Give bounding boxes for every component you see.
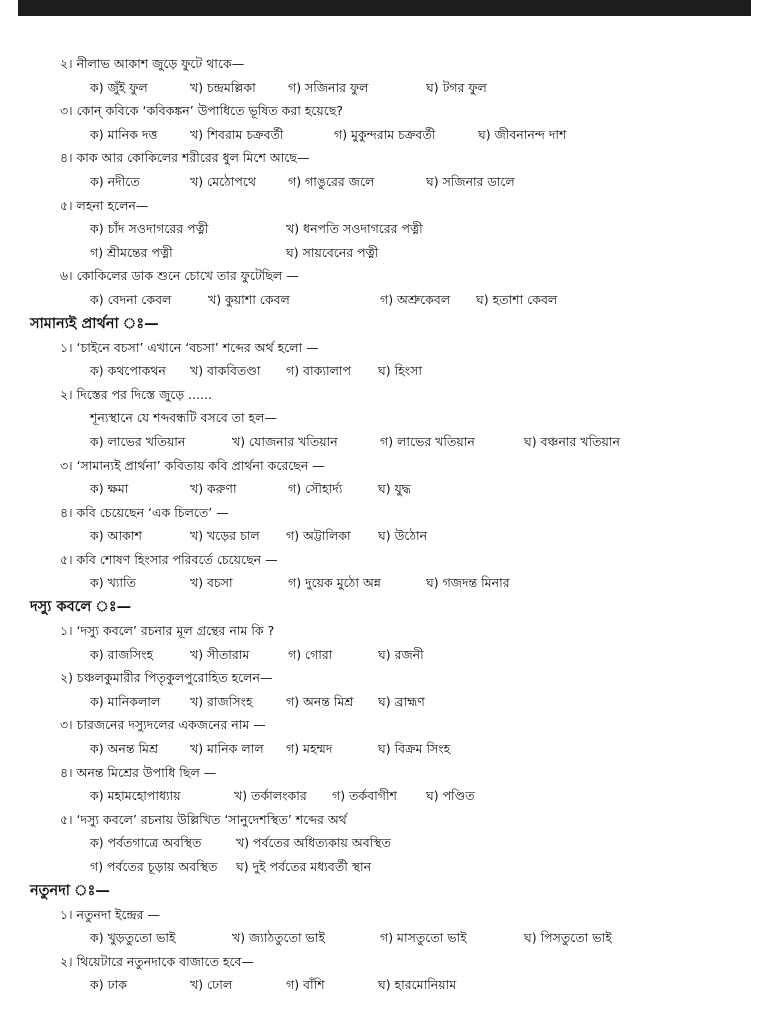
answer-option: ঘ) দুই পর্বতের মধ্যবর্তী স্থান — [236, 859, 372, 874]
answer-option: খ) খড়ের চাল — [190, 528, 260, 544]
section-heading: সামান্যই প্রার্থনা ঃ— — [30, 315, 159, 332]
section-heading: দস্যু কবলে ঃ— — [30, 599, 132, 616]
question-text: ১। ‘চাইনে বচসা’ এখানে ‘বচসা’ শব্দের অর্থ হলো — — [60, 339, 319, 355]
options-row — [0, 76, 768, 100]
answer-option: খ) সীতারাম — [190, 646, 250, 662]
answer-option: গ) শ্রীমন্তের পত্নী — [90, 244, 173, 260]
answer-option: ক) খুড়তুতো ভাই — [90, 930, 176, 946]
section-2 — [0, 595, 768, 879]
options-row — [0, 690, 768, 714]
question-item — [0, 383, 768, 454]
answer-option: গ) দুয়েক মুঠো অন্ন — [288, 575, 381, 591]
answer-option: ঘ) সায়বেনের পত্নী — [286, 244, 379, 260]
options-row — [0, 217, 768, 241]
answer-option: খ) শিবরাম চক্রবর্তী — [190, 126, 284, 142]
answer-option: ঘ) যুদ্ধ — [378, 481, 411, 497]
answer-option: ঘ) উঠোন — [378, 528, 428, 544]
options-row — [0, 571, 768, 595]
question-item — [0, 99, 768, 146]
answer-option: খ) ঢোল — [190, 977, 233, 993]
answer-option: গ) সজিনার ফুল — [288, 79, 369, 95]
options-row — [0, 288, 768, 312]
options-row — [0, 855, 768, 879]
answer-option: গ) মুকুন্দরাম চক্রবর্তী — [334, 126, 436, 142]
answer-option: খ) পর্বতের অধিত্যকায় অবস্থিত — [236, 835, 391, 851]
answer-option: ঘ) পিসতুতো ভাই — [524, 930, 612, 946]
options-row — [0, 784, 768, 808]
question-item — [0, 264, 768, 311]
answer-option: ঘ) হিংসা — [378, 363, 422, 379]
answer-option: খ) জ্যাঠতুতো ভাই — [232, 930, 325, 946]
question-item — [0, 548, 768, 595]
answer-option: গ) মহম্মদ — [286, 741, 333, 757]
question-text: ৩। ‘সামান্যই প্রার্থনা’ কবিতায় কবি প্রার্থনা করেছেন — — [60, 457, 325, 473]
question-sheet — [0, 52, 768, 997]
answer-option: ক) ক্ষমা — [90, 481, 129, 497]
question-text: ৫। কবি শোষণ হিংসার পরিবর্তে চেয়েছেন — — [60, 551, 278, 567]
answer-option: খ) বচসা — [190, 575, 233, 591]
answer-option: গ) বাঁশি — [286, 977, 325, 993]
section-3 — [0, 879, 768, 997]
question-text: ৫। লহনা হলেন— — [60, 197, 149, 213]
question-text: ৬। কোকিলের ডাক শুনে চোখে তার ফুটেছিল — — [60, 268, 299, 284]
question-text: ২। দিস্তের পর দিস্তে জুড়ে ...... — [60, 386, 212, 402]
answer-option: ঘ) সজিনার ডালে — [426, 173, 515, 189]
question-text: ৪। কবি চেয়েছেন ‘এক চিলতে’ — — [60, 504, 229, 520]
answer-option: খ) চন্দ্রমল্লিকা — [190, 79, 256, 95]
answer-option: গ) পর্বতের চূড়ায় অবস্থিত — [90, 859, 218, 874]
question-text: ৩। কোন্ কবিকে ‘কবিকঙ্কন’ উপাধিতে ভূষিত করা হয়েছে? — [60, 103, 344, 119]
options-row — [0, 430, 768, 454]
answer-option: ক) রাজসিংহ — [90, 646, 154, 662]
question-item — [0, 950, 768, 997]
question-item — [0, 808, 768, 879]
section-0 — [0, 52, 768, 312]
question-note: শূন্যস্থানে যে শব্দবন্ধটি বসবে তা হল— — [90, 410, 277, 426]
answer-option: ক) লাভের খতিয়ান — [90, 433, 186, 449]
question-text: ১। ‘দস্যু কবলে’ রচনার মূল গ্রন্থের নাম কি ? — [60, 623, 275, 639]
answer-option: ঘ) হতাশা কেবল — [476, 291, 558, 307]
answer-option: খ) বাকবিতণ্ডা — [190, 363, 261, 379]
question-item — [0, 903, 768, 950]
answer-option: গ) মাসতুতো ভাই — [380, 930, 467, 946]
options-row — [0, 643, 768, 667]
answer-option: ঘ) টগর ফুল — [426, 79, 487, 95]
answer-option: ঘ) জীবনানন্দ দাশ — [478, 126, 567, 142]
question-item — [0, 761, 768, 808]
options-row — [0, 359, 768, 383]
question-item — [0, 146, 768, 193]
answer-option: ক) কথপোকথন — [90, 363, 166, 379]
question-text: ১। নতুনদা ইন্দ্রের — — [60, 906, 161, 922]
answer-option: গ) গোরা — [288, 646, 333, 662]
section-1 — [0, 312, 768, 596]
answer-option: ক) বেদনা কেবল — [90, 291, 172, 307]
answer-option: গ) অনন্ত মিশ্র — [286, 693, 354, 709]
answer-option: খ) মেঠোপথে — [190, 173, 257, 189]
answer-option: খ) যোজনার খতিয়ান — [232, 433, 338, 449]
question-text: ২। থিয়েটারে নতুনদাকে বাজাতে হবে— — [60, 953, 254, 969]
answer-option: ক) আকাশ — [90, 528, 142, 544]
answer-option: গ) তর্কবাগীশ — [332, 788, 397, 804]
question-item — [0, 194, 768, 265]
answer-option: খ) মানিক লাল — [190, 741, 264, 757]
question-item — [0, 336, 768, 383]
question-item — [0, 454, 768, 501]
question-text: ৩। চারজনের দস্যুদলের একজনের নাম — — [60, 717, 266, 733]
options-row — [0, 737, 768, 761]
answer-option: ক) খ্যাতি — [90, 575, 137, 591]
question-text: ২। নীলাভ আকাশ জুড়ে ফুটে থাকে— — [60, 56, 245, 71]
answer-option: গ) গাঙুরের জলে — [288, 173, 375, 189]
question-text: ২) চঞ্চলকুমারীর পিতৃকুলপুরোহিত হলেন— — [60, 670, 273, 686]
options-row — [0, 926, 768, 950]
answer-option: ঘ) বিক্রম সিংহ — [378, 741, 451, 757]
question-item — [0, 52, 768, 99]
answer-option: ঘ) গজদন্ত মিনার — [426, 575, 510, 591]
options-row — [0, 170, 768, 194]
answer-option: ক) অনন্ত মিশ্র — [90, 741, 159, 757]
question-item — [0, 666, 768, 713]
answer-option: ঘ) ব্রাহ্মণ — [378, 693, 425, 709]
answer-option: ক) মানিকলাল — [90, 693, 161, 709]
answer-option: ক) মহামহোপাধ্যায় — [90, 788, 181, 804]
answer-option: খ) কুয়াশা কেবল — [208, 291, 290, 307]
answer-option: ঘ) রজনী — [378, 646, 424, 662]
question-text: ৪। কাক আর কোকিলের শরীরের ধুল মিশে আছে— — [60, 150, 310, 166]
answer-option: ক) নদীতে — [90, 173, 140, 189]
options-row — [0, 831, 768, 855]
options-row — [0, 973, 768, 997]
section-heading: নতুনদা ঃ— — [30, 882, 110, 899]
options-row — [0, 241, 768, 265]
answer-option: ঘ) হারমোনিয়াম — [378, 977, 457, 993]
question-text: ৫। ‘দস্যু কবলে’ রচনায় উল্লিখিত ‘সানুদেশস্থিত’ শব্দের অর্থ — [60, 811, 347, 827]
options-row — [0, 123, 768, 147]
answer-option: গ) বাক্যালাপ — [286, 363, 352, 379]
answer-option: ক) মানিক দত্ত — [90, 126, 158, 142]
answer-option: গ) সৌহার্দ্য — [288, 481, 343, 497]
answer-option: ক) চাঁদ সওদাগরের পত্নী — [90, 221, 209, 237]
answer-option: গ) লাভের খতিয়ান — [380, 433, 475, 449]
answer-option: গ) অশ্রুকেবল — [380, 291, 451, 307]
answer-option: খ) তর্কালংকার — [234, 788, 307, 804]
answer-option: ক) পর্বতগাত্রে অবস্থিত — [90, 835, 202, 851]
answer-option: গ) অট্টালিকা — [286, 528, 351, 544]
answer-option: ক) জুঁই ফুল — [90, 79, 148, 95]
options-row — [0, 524, 768, 548]
answer-option: খ) ধনপতি সওদাগরের পত্নী — [286, 221, 423, 237]
answer-option: খ) রাজসিংহ — [190, 693, 253, 709]
question-item — [0, 619, 768, 666]
question-text: ৪। অনন্ত মিশ্রের উপাধি ছিল — — [60, 764, 217, 780]
answer-option: খ) করুণা — [190, 481, 237, 497]
options-row — [0, 477, 768, 501]
question-item — [0, 501, 768, 548]
answer-option: ঘ) পণ্ডিত — [426, 788, 475, 804]
question-item — [0, 713, 768, 760]
answer-option: ঘ) বঞ্চনার খতিয়ান — [524, 433, 620, 449]
top-dark-bar — [18, 0, 751, 16]
answer-option: ক) ঢাক — [90, 977, 128, 993]
